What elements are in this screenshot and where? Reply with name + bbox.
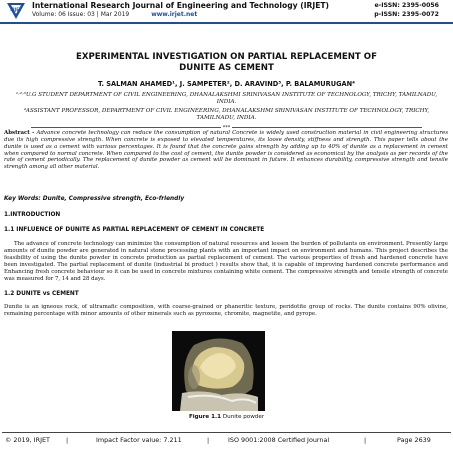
abstract-text: Advance concrete technology can reduce the consumption of natural Concrete is widely used construction material in civil engineering structures due its high compressive strength. When concrete is exposed to elevated temperatures, its loose density, stiffness and strength. This paper tells about the dunite is used as a cement with various percentages. It is found that the concrete gains strength by adding up to 40% of dunite as a replacement in cement when compared to normal concrete. When compared to the cost of cement, the dunite powder is considered as economical by the analysis as per records of the rate of cement periodically. The replacement of dunite powder as cement will be dominant in future. It enhances durability, compressive strength and tensile strength among all other material. bbox=[4, 130, 448, 171]
subsection-heading-influence: 1.1 INFLUENCE OF DUNITE AS PARTIAL REPLACEMENT OF CEMENT IN CONCRETE bbox=[4, 227, 265, 233]
p-issn: p-ISSN: 2395-0072 bbox=[374, 11, 439, 18]
keywords: Key Words: Dunite, Compressive strength, Eco-friendly bbox=[4, 196, 185, 202]
footer-separator-3: | bbox=[364, 436, 367, 444]
journal-name: International Research Journal of Engineering and Technology (IRJET) bbox=[32, 1, 330, 10]
footer-copyright: © 2019, IRJET bbox=[5, 436, 50, 444]
footer-impact-factor: Impact Factor value: 7.211 bbox=[96, 436, 182, 444]
paper-title-line-1: EXPERIMENTAL INVESTIGATION ON PARTIAL REPLACEMENT OF bbox=[76, 52, 377, 62]
dunite-powder-photo bbox=[172, 331, 265, 411]
paper-title bbox=[20, 52, 433, 74]
affiliation-professor: ⁴ASSISTANT PROFESSOR, DEPARTMENT OF CIVIL ENGINEERING, DHANALAKSHMI SRINIVASAN INSTITUTE OF TECHNOLOGY, TRICHY, TAMILNADU, INDIA. bbox=[23, 108, 430, 122]
footer-iso: ISO 9001:2008 Certified Journal bbox=[228, 436, 330, 444]
dunite-paragraph: Dunite is an igneous rock, of ultramafic composition, with coarse-grained or phaneritic texture, peridotite group of rocks. The dunite contains 90% olivine, remaining percentage with minor amounts of other minerals such as pyroxene, chromite, magnetite, and pyrope. bbox=[4, 304, 448, 317]
footer-separator-2: | bbox=[207, 436, 210, 444]
figure-caption-text: Dunite powder bbox=[221, 414, 265, 420]
footer-page-number: Page 2639 bbox=[397, 436, 431, 444]
issue-info: Volume: 06 Issue: 03 | Mar 2019 bbox=[32, 11, 130, 18]
paper-authors: T. SALMAN AHAMED¹, J. SAMPETER², D. ARAVIND³, P. BALAMURUGAN⁴ bbox=[97, 80, 356, 88]
section-heading-introduction: 1.INTRODUCTION bbox=[4, 212, 61, 218]
figure-label: Figure 1.1 bbox=[188, 414, 222, 420]
abstract-label: Abstract - bbox=[4, 130, 35, 136]
intro-paragraph: The advance of concrete technology can minimize the consumption of natural resources and lessen the burden of pollutants on environment. Presently large amounts of dunite powder are generated in natural stone processing plants with an important impact on environment and humans. This project describes the feasibility of using the dunite powder in concrete production as partial replacement of cement. The various properties of fresh and hardened concrete have been investigated. The partial replacement of dunite (industrial bi product ) results show that, it is capable of improving hardened concrete performance and Enhancing fresh concrete behaviour so it can be used in concrete mixtures containing white cement. The compressive strength and tensile strength of concrete was measured for 7, 14 and 28 days. bbox=[4, 241, 448, 282]
irjet-logo bbox=[5, 1, 27, 20]
journal-header bbox=[0, 0, 453, 22]
footer-separator-1: | bbox=[66, 436, 69, 444]
paper-title-line-2: DUNITE AS CEMENT bbox=[179, 63, 274, 73]
e-issn: e-ISSN: 2395-0056 bbox=[374, 2, 439, 9]
subsection-heading-dunite-vs-cement: 1.2 DUNITE vs CEMENT bbox=[4, 291, 79, 297]
abstract bbox=[4, 130, 448, 171]
figure-caption bbox=[0, 414, 453, 420]
affiliation-students: ¹˒²˒³U.G STUDENT DEPARTMENT OF CIVIL ENGINEERING, DHANALAKSHMI SRINIVASAN INSTITUTE OF TECHNOLOGY, TRICHY, TAMILNADU, INDIA. bbox=[15, 92, 438, 106]
svg-text:IRJET: IRJET bbox=[10, 7, 22, 12]
footer-divider bbox=[2, 432, 451, 433]
separator: *** bbox=[20, 126, 433, 131]
header-divider bbox=[0, 22, 453, 24]
issue-line bbox=[32, 11, 197, 18]
journal-website-link[interactable]: www.irjet.net bbox=[151, 11, 198, 18]
